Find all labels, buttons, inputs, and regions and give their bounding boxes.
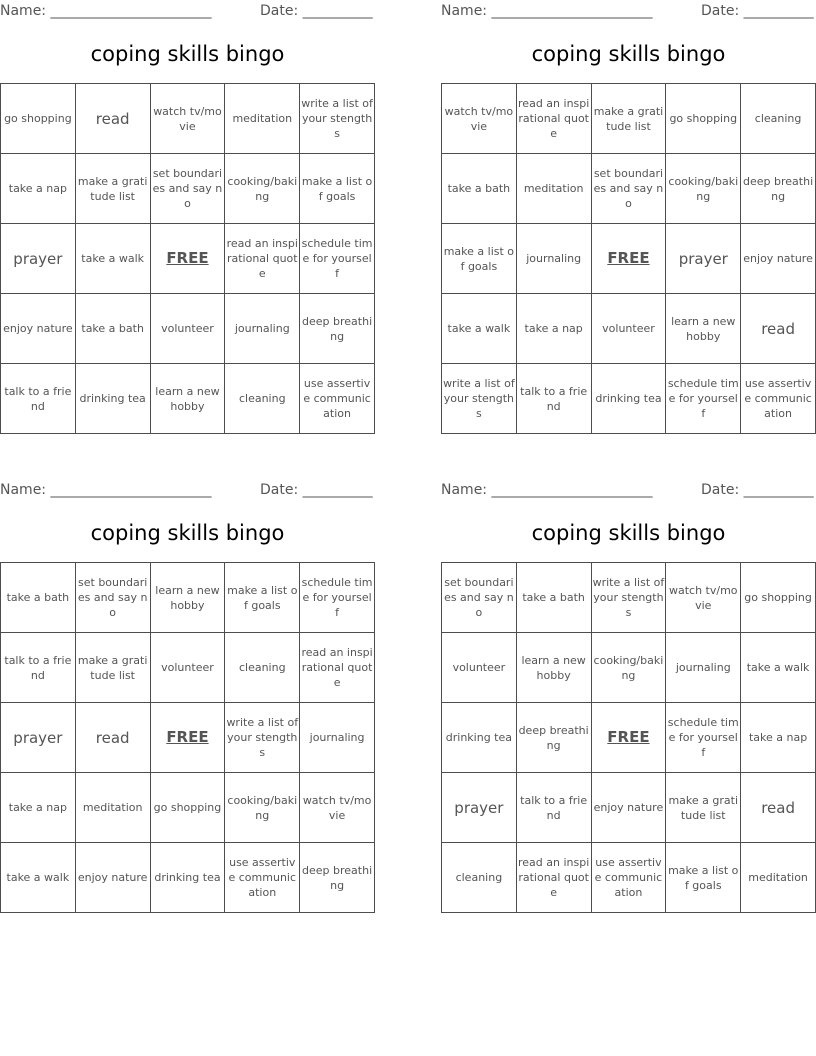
- bingo-cell: set boundaries and say no: [442, 563, 517, 633]
- bingo-cell: go shopping: [666, 84, 741, 154]
- bingo-row: [442, 843, 816, 913]
- bingo-cell: learn a new hobby: [150, 364, 225, 434]
- bingo-cell: prayer: [666, 224, 741, 294]
- bingo-cell: take a bath: [516, 563, 591, 633]
- bingo-cell: volunteer: [150, 633, 225, 703]
- bingo-cell: journaling: [225, 294, 300, 364]
- bingo-cell: talk to a friend: [516, 773, 591, 843]
- bingo-cell: go shopping: [1, 84, 76, 154]
- bingo-cell: prayer: [1, 224, 76, 294]
- bingo-cell: journaling: [666, 633, 741, 703]
- bingo-cell: make a list of goals: [300, 154, 375, 224]
- bingo-cell: read an inspirational quote: [516, 84, 591, 154]
- bingo-cell: meditation: [741, 843, 816, 913]
- bingo-cell: read an inspirational quote: [225, 224, 300, 294]
- bingo-cell: cooking/baking: [666, 154, 741, 224]
- bingo-cell: take a walk: [442, 294, 517, 364]
- bingo-card: [441, 479, 816, 912]
- bingo-cell: meditation: [75, 773, 150, 843]
- bingo-cell: deep breathing: [300, 843, 375, 913]
- bingo-cell: read an inspirational quote: [516, 843, 591, 913]
- bingo-cell: take a bath: [75, 294, 150, 364]
- name-field-label: Name: _______________________: [0, 482, 212, 498]
- free-cell: FREE: [150, 224, 225, 294]
- bingo-grid: [441, 562, 816, 913]
- bingo-cell: talk to a friend: [1, 364, 76, 434]
- card-title: coping skills bingo: [531, 521, 726, 545]
- bingo-cell: make a list of goals: [225, 563, 300, 633]
- bingo-cell: read: [741, 773, 816, 843]
- bingo-cell: take a bath: [442, 154, 517, 224]
- bingo-row: [1, 364, 375, 434]
- bingo-cell: prayer: [1, 703, 76, 773]
- bingo-cell: schedule time for yourself: [300, 224, 375, 294]
- bingo-cell: watch tv/movie: [666, 563, 741, 633]
- bingo-cell: use assertive communication: [225, 843, 300, 913]
- bingo-cell: take a walk: [1, 843, 76, 913]
- bingo-cell: write a list of your stengths: [300, 84, 375, 154]
- bingo-cell: journaling: [300, 703, 375, 773]
- bingo-cell: drinking tea: [75, 364, 150, 434]
- bingo-card: [0, 0, 375, 433]
- bingo-cell: set boundaries and say no: [150, 154, 225, 224]
- bingo-cell: meditation: [225, 84, 300, 154]
- bingo-cell: set boundaries and say no: [591, 154, 666, 224]
- bingo-cell: cooking/baking: [225, 773, 300, 843]
- bingo-row: [442, 224, 816, 294]
- bingo-cell: take a bath: [1, 563, 76, 633]
- bingo-cell: volunteer: [442, 633, 517, 703]
- bingo-grid: [441, 83, 816, 434]
- bingo-row: [442, 703, 816, 773]
- bingo-cell: make a gratitude list: [75, 633, 150, 703]
- bingo-cell: cooking/baking: [591, 633, 666, 703]
- bingo-row: [1, 633, 375, 703]
- bingo-cell: write a list of your stengths: [442, 364, 517, 434]
- bingo-row: [1, 773, 375, 843]
- bingo-cell: watch tv/movie: [442, 84, 517, 154]
- bingo-cell: make a gratitude list: [666, 773, 741, 843]
- bingo-cell: go shopping: [741, 563, 816, 633]
- bingo-cell: prayer: [442, 773, 517, 843]
- bingo-cell: learn a new hobby: [516, 633, 591, 703]
- bingo-cell: watch tv/movie: [300, 773, 375, 843]
- name-field-label: Name: _______________________: [441, 482, 653, 498]
- bingo-cell: learn a new hobby: [150, 563, 225, 633]
- bingo-cell: read: [741, 294, 816, 364]
- card-title: coping skills bingo: [90, 521, 285, 545]
- bingo-cell: take a walk: [75, 224, 150, 294]
- bingo-cell: learn a new hobby: [666, 294, 741, 364]
- bingo-cell: read: [75, 703, 150, 773]
- bingo-cell: volunteer: [591, 294, 666, 364]
- bingo-cell: make a list of goals: [666, 843, 741, 913]
- bingo-cell: use assertive communication: [741, 364, 816, 434]
- bingo-row: [1, 843, 375, 913]
- bingo-cell: make a list of goals: [442, 224, 517, 294]
- bingo-row: [1, 154, 375, 224]
- bingo-cell: enjoy nature: [1, 294, 76, 364]
- date-field-label: Date: __________: [260, 482, 373, 498]
- bingo-cell: go shopping: [150, 773, 225, 843]
- bingo-cell: cleaning: [225, 633, 300, 703]
- bingo-cell: drinking tea: [591, 364, 666, 434]
- bingo-cell: schedule time for yourself: [666, 703, 741, 773]
- bingo-cell: journaling: [516, 224, 591, 294]
- bingo-card: [0, 479, 375, 912]
- bingo-row: [442, 633, 816, 703]
- bingo-row: [1, 224, 375, 294]
- bingo-cell: make a gratitude list: [75, 154, 150, 224]
- name-field-label: Name: _______________________: [441, 3, 653, 19]
- bingo-cell: take a nap: [1, 154, 76, 224]
- date-field-label: Date: __________: [701, 3, 814, 19]
- bingo-cell: deep breathing: [300, 294, 375, 364]
- bingo-cell: talk to a friend: [516, 364, 591, 434]
- bingo-cell: write a list of your stengths: [591, 563, 666, 633]
- bingo-cell: drinking tea: [150, 843, 225, 913]
- bingo-cell: cleaning: [225, 364, 300, 434]
- bingo-row: [442, 84, 816, 154]
- bingo-row: [442, 364, 816, 434]
- bingo-row: [442, 773, 816, 843]
- bingo-row: [442, 294, 816, 364]
- bingo-cell: read an inspirational quote: [300, 633, 375, 703]
- free-cell: FREE: [150, 703, 225, 773]
- date-field-label: Date: __________: [260, 3, 373, 19]
- bingo-cell: cleaning: [741, 84, 816, 154]
- bingo-cell: deep breathing: [516, 703, 591, 773]
- bingo-cell: cleaning: [442, 843, 517, 913]
- bingo-cell: take a nap: [1, 773, 76, 843]
- bingo-card: [441, 0, 816, 433]
- bingo-cell: use assertive communication: [591, 843, 666, 913]
- bingo-row: [1, 84, 375, 154]
- free-cell: FREE: [591, 703, 666, 773]
- date-field-label: Date: __________: [701, 482, 814, 498]
- card-title: coping skills bingo: [90, 42, 285, 66]
- bingo-cell: take a nap: [516, 294, 591, 364]
- bingo-cell: write a list of your stengths: [225, 703, 300, 773]
- bingo-cell: enjoy nature: [741, 224, 816, 294]
- free-cell: FREE: [591, 224, 666, 294]
- bingo-cell: watch tv/movie: [150, 84, 225, 154]
- bingo-row: [1, 703, 375, 773]
- bingo-cell: deep breathing: [741, 154, 816, 224]
- bingo-cell: make a gratitude list: [591, 84, 666, 154]
- bingo-row: [442, 154, 816, 224]
- bingo-cell: set boundaries and say no: [75, 563, 150, 633]
- bingo-cell: use assertive communication: [300, 364, 375, 434]
- bingo-cell: enjoy nature: [591, 773, 666, 843]
- bingo-cell: cooking/baking: [225, 154, 300, 224]
- card-title: coping skills bingo: [531, 42, 726, 66]
- bingo-grid: [0, 562, 375, 913]
- bingo-cell: talk to a friend: [1, 633, 76, 703]
- bingo-row: [1, 294, 375, 364]
- bingo-cell: schedule time for yourself: [300, 563, 375, 633]
- bingo-row: [1, 563, 375, 633]
- bingo-cell: volunteer: [150, 294, 225, 364]
- bingo-row: [442, 563, 816, 633]
- bingo-cell: enjoy nature: [75, 843, 150, 913]
- bingo-cell: schedule time for yourself: [666, 364, 741, 434]
- bingo-cell: drinking tea: [442, 703, 517, 773]
- bingo-cell: take a walk: [741, 633, 816, 703]
- bingo-cell: meditation: [516, 154, 591, 224]
- bingo-cell: take a nap: [741, 703, 816, 773]
- bingo-grid: [0, 83, 375, 434]
- bingo-cell: read: [75, 84, 150, 154]
- name-field-label: Name: _______________________: [0, 3, 212, 19]
